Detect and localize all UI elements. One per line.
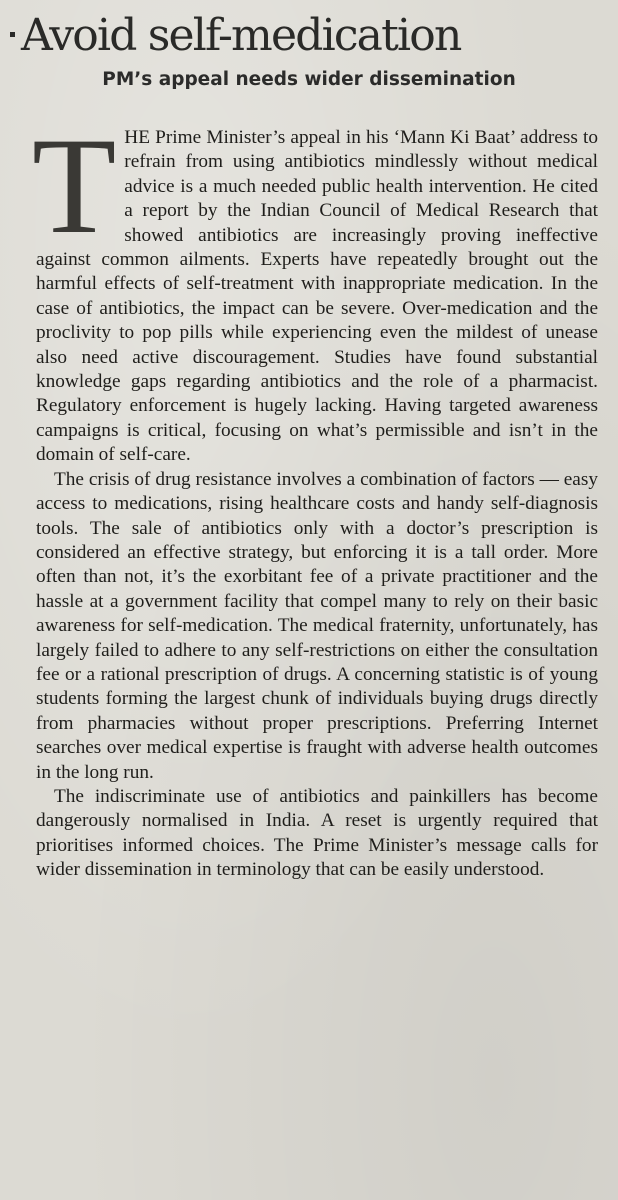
article-body (32, 109, 598, 883)
headline-text: Avoid self-medication (21, 10, 461, 61)
subheadline: PM’s appeal needs wider dissemination (102, 69, 516, 90)
paragraph-3: The indiscriminate use of antibiotics and painkillers has become dangerously normalised in India. A reset is urgently required that prioritises informed choices. The Prime Minister’s message calls for wider dissemination in terminology that can be easily understood. (36, 785, 598, 881)
paragraph-1-text: HE Prime Minister’s appeal in his ‘Mann Ki Baat’ address to refrain from using antibiotics mindlessly without medical advice is a much needed public health intervention. He cited a report by the Indian Council of Medical Research that showed antibiotics are increasingly proving ineffective against common ailments. Experts have repeatedly brought out the harmful effects of self-treatment with inappropriate medication. In the case of antibiotics, the impact can be severe. Over-medication and the proclivity to pop pills while experiencing even the mildest of unease also need active discouragement. Studies have found substantial knowledge gaps regarding antibiotics and the role of a pharmacist. Regulatory enforcement is hugely lacking. Having targeted awareness campaigns is critical, focusing on what’s permissible and isn’t in the domain of self-care. (36, 127, 598, 466)
drop-cap: T (32, 109, 117, 262)
headline (10, 8, 610, 64)
paragraph-1 (32, 109, 598, 468)
headline-bullet (10, 32, 15, 37)
paragraph-2: The crisis of drug resistance involves a combination of factors — easy access to medications, rising healthcare costs and handy self-diagnosis tools. The sale of antibiotics only with a doctor’s prescription is considered an effective strategy, but enforcing it is a tall order. More often than not, it’s the exorbitant fee of a private practitioner and the hassle at a government facility that compel many to rely on their basic awareness for self-medication. The medical fraternity, unfortunately, has largely failed to adhere to any self-restrictions on either the consultation fee or a rational prescription of drugs. A concerning statistic is of young students forming the largest chunk of individuals buying drugs directly from pharmacies without proper prescriptions. Preferring Internet searches over medical expertise is fraught with adverse health outcomes in the long run. (36, 468, 598, 783)
